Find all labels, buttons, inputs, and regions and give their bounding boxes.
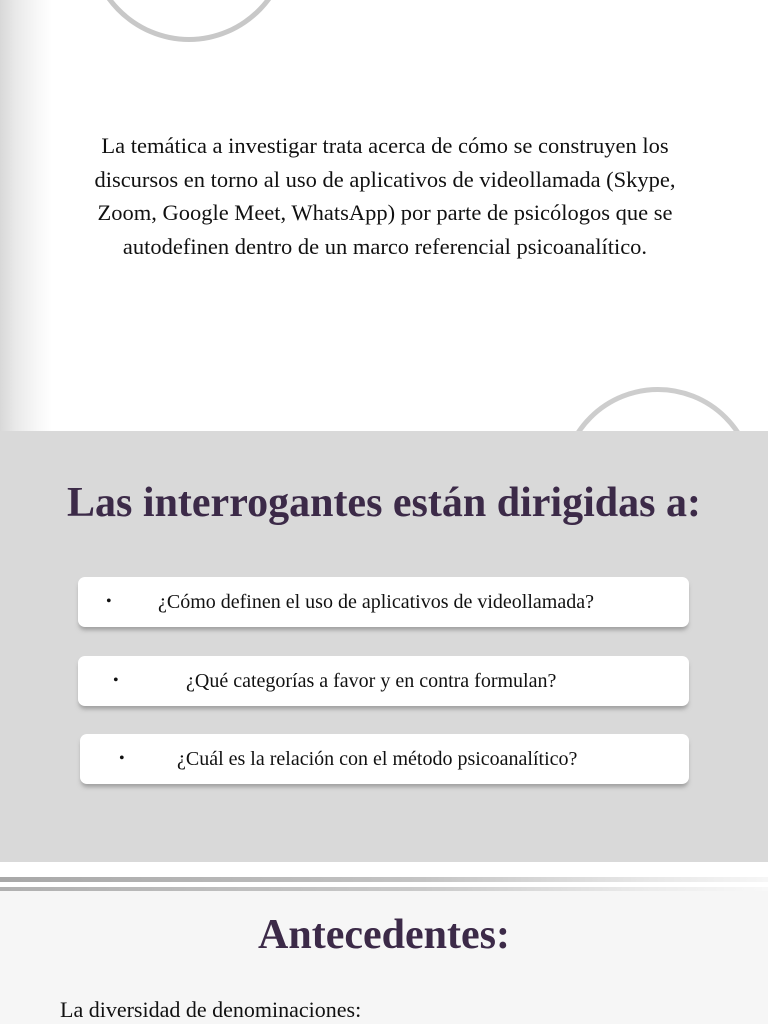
- antecedentes-text: La diversidad de denominaciones:: [60, 997, 362, 1022]
- divider-line: [0, 877, 768, 882]
- slide-antecedentes: [0, 891, 768, 1024]
- slide-intro: [0, 0, 768, 431]
- slide-questions: [0, 431, 768, 862]
- question-card: [78, 577, 689, 627]
- questions-title: Las interrogantes están dirigidas a:: [67, 480, 701, 526]
- decorative-circle-top: [86, 0, 292, 42]
- left-gradient-decoration: [0, 0, 52, 431]
- bullet-icon: •: [119, 750, 125, 767]
- question-card: [80, 734, 689, 784]
- intro-paragraph: La temática a investigar trata acerca de cómo se construyen los discursos en torno al uso de aplicativos de videollamada (Skype, Zoom, Google Meet, WhatsApp) por parte de psicólogos que se autodefinen dentro de un marco referencial psicoanalítico.: [94, 133, 676, 260]
- question-card: [78, 656, 689, 706]
- question-text: ¿Cuál es la relación con el método psicoanalítico?: [177, 748, 578, 770]
- bullet-icon: •: [113, 672, 119, 689]
- question-text: ¿Qué categorías a favor y en contra formulan?: [186, 670, 557, 692]
- antecedentes-title: Antecedentes:: [258, 912, 510, 958]
- bullet-icon: •: [106, 593, 112, 610]
- question-text: ¿Cómo definen el uso de aplicativos de videollamada?: [158, 591, 594, 613]
- decorative-circle-bottom: [560, 387, 756, 431]
- slide-gap: [0, 862, 768, 876]
